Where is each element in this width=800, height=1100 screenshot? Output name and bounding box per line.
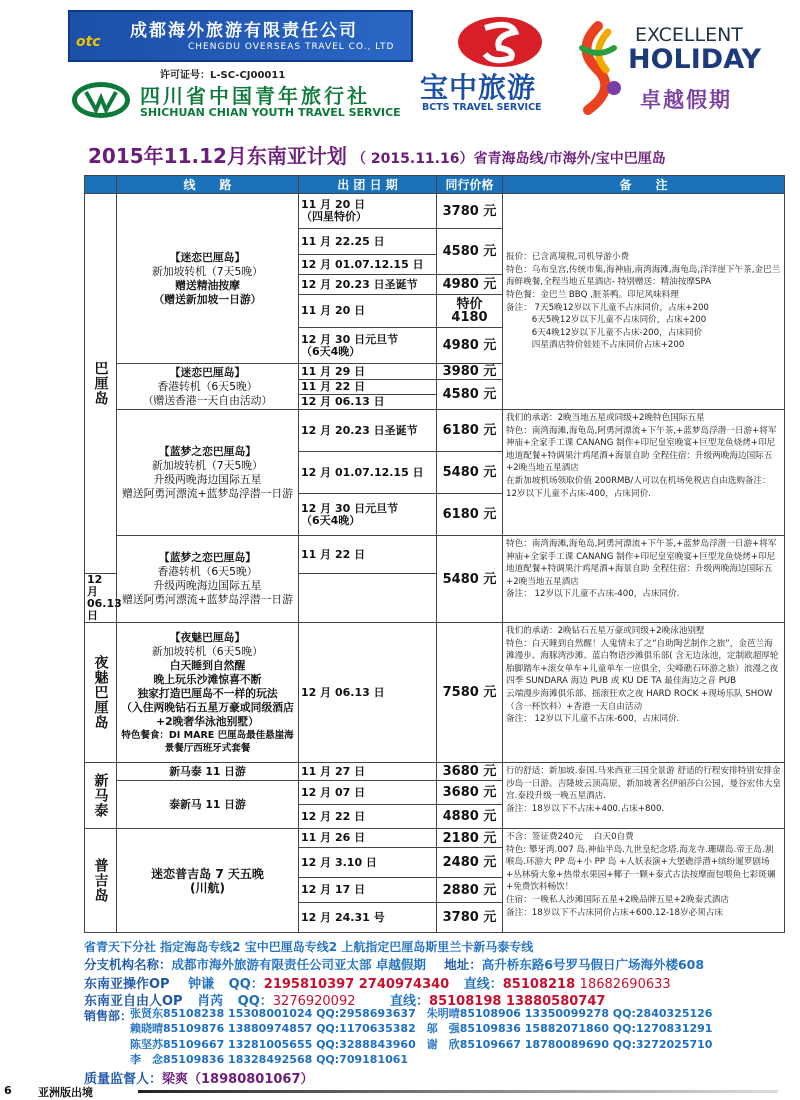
route-blue-dream-sg xyxy=(117,410,299,536)
company-name: 成都市海外旅游有限责任公司亚太部 卓越假期 xyxy=(171,957,426,972)
table-row xyxy=(85,829,785,848)
date-cell: 12 月 06.13 日 xyxy=(299,395,437,410)
route-line: 新加坡转机（7天5晚） xyxy=(152,458,263,472)
note-bali-night xyxy=(503,623,785,763)
route-line: 升级两晚海边国际五星 xyxy=(153,472,262,486)
date-cell: 12 月 3.10 日 xyxy=(299,848,437,878)
quality-label: 质量监督人： xyxy=(84,1072,163,1087)
price-cell: 5480 元 xyxy=(437,536,503,623)
chengdu-overseas-logo-box xyxy=(68,10,413,62)
footer-divider xyxy=(138,1090,778,1093)
date-cell: 12 月 06.13 日 xyxy=(299,623,437,763)
note-text: 我们的承诺：2晚钻石五星万豪或同级+2晚泳池别墅 特色：白天睡到自然醒！人鬼情未了之“自助陶艺制作之旅”，金芭兰海滩漫步、海豚湾沙滩、蓝白物语沙滩俱乐部( 含无边泳池，定制欧超厚轮胎脚踏车+滚女单车+儿童单车一应俱全，尖峰礁石环游之旅）浪漫之夜四季 SUNDARA 海边 PUB 或 KU DE TA 最佳海边之音 PUB 云端漫步海滩俱乐部、摇滚狂欢之夜 HARD ROCK +现场乐队 SHOW（含一杯饮料）+香港一天自由活动 备注： 12岁以下儿童不占床-600，占床同价. xyxy=(506,626,779,725)
fit-label: 东南亚自由人OP xyxy=(84,994,183,1009)
price-cell: 4580 元 xyxy=(437,380,503,410)
note-blue-dream-sg xyxy=(503,410,785,536)
table-row xyxy=(85,763,785,781)
price-cell: 6180 元 xyxy=(437,410,503,452)
cyts-name-cn: 四川省中国青年旅行社 xyxy=(140,84,370,108)
date-cell xyxy=(299,194,437,229)
route-line: 升级两晚海边国际五星 xyxy=(153,579,262,592)
op-qq-label: QQ： xyxy=(228,977,264,992)
title-sub: （ 2015.11.16）省青海岛线/市海外/宝中巴厘岛 xyxy=(352,151,666,167)
holiday-text: HOLIDAY xyxy=(628,44,762,75)
excellent-holiday-logo-icon xyxy=(568,18,630,118)
date-cell: 12 月 17 日 xyxy=(299,878,437,903)
price-cell: 4880 元 xyxy=(437,805,503,829)
route-bali-hk-6d xyxy=(117,364,299,410)
route-gift: 赠送阿勇河漂流+蓝梦岛浮潜一日游 xyxy=(122,593,293,606)
price-cell: 3980 元 xyxy=(437,364,503,380)
date-cell: 11 月 29 日 xyxy=(299,364,437,380)
region-bali-night: 夜魅巴厘岛 xyxy=(85,623,117,763)
baozhong-name-en: BCTS TRAVEL SERVICE xyxy=(422,102,542,113)
header-price: 同行价格 xyxy=(437,176,503,194)
excellent-text: EXCELLENT xyxy=(635,24,743,46)
itinerary-table xyxy=(84,175,785,933)
date-cell: 12 月 20.23 日圣诞节 xyxy=(299,410,437,452)
note-text: 不含：签证费240元 白天0自费 特色: 攀牙湾.007 岛.神仙半岛.九世皇纪念塔.海龙寺.珊瑚岛.帝王岛.割喉岛.环游大 PP 岛+小 PP 岛 +人妖表演+大堡礁浮潜+缤纷暹罗剧场 +丛林骑大象+热带水果园+椰子一颗+泰式古法按摩面包喂鱼七彩斑斓+免费饮料畅饮！ 住宿：一晚私人沙滩国际五星+2晚品牌五星+2晚泰式酒店 备注：18岁以下不占床同价占床+600.12-18岁必须占床 xyxy=(506,832,776,918)
date-text: 12 月 30 日元旦节 （6天4晚） xyxy=(301,332,399,358)
price-cell: 2180 元 xyxy=(437,829,503,848)
table-row xyxy=(85,536,785,574)
table-row xyxy=(85,410,785,452)
date-cell: 12 月 07 日 xyxy=(299,781,437,805)
route-bali-night xyxy=(117,623,299,763)
fit-tel: 85108198 13880580747 xyxy=(429,994,606,1009)
note-phuket xyxy=(503,829,785,933)
header xyxy=(0,0,800,135)
date-cell: 11 月 22.25 日 xyxy=(299,229,437,255)
price-cell: 4580 元 xyxy=(437,229,503,275)
section-title: 亚洲版出境 xyxy=(38,1086,93,1099)
fit-qq-label: QQ： xyxy=(237,994,273,1009)
route-meal: 特色餐食：DI MARE 巴厘岛最佳悬崖海景餐厅西班牙式套餐 xyxy=(121,729,294,754)
price-cell: 7580 元 xyxy=(437,623,503,763)
price-cell: 4980 元 xyxy=(437,328,503,364)
date-cell: 11 月 26 日 xyxy=(299,829,437,848)
note-text: 我们的承诺：2晚当地五星或同级+2晚特色国际五星 特色：南湾海滩,海龟岛,阿勇河漂流+下午茶,+蓝梦岛浮潜一日游+将军神庙+全家手工课 CANANG 制作+印尼皇室晚宴+巨型龙鱼烧烤+印尼地道配餐+特调果汁鸡尾酒+海景自助 全程住宿：升级两晚海边国际五+2晚当地五星酒店 在新加坡机场领取价值 200RMB/人可以在机场免税店自由选购备注： 12岁以下儿童不占床-400，占床同价. xyxy=(506,413,777,499)
date-cell xyxy=(299,328,437,364)
note-text: 行的舒适：新加坡.泰国.马来西亚三国全景游 舒适的行程安排特别安排金沙岛一日游。吉隆坡云顶高原，新加坡著名伊丽莎白公园，曼谷宏伟大皇宫.泰段升级一晚五星酒店. 备注：18岁以下不占床+400.占床+800. xyxy=(506,766,782,814)
route-title: 【迷恋巴厘岛】 xyxy=(169,250,246,264)
route-tsm: 泰新马 11 日游 xyxy=(117,781,299,829)
op-name: 钟谦 xyxy=(188,977,215,992)
price-cell: 3780 元 xyxy=(437,194,503,229)
company-label: 分支机构名称： xyxy=(84,957,172,972)
route-highlight: 独家打造巴厘岛不一样的玩法 xyxy=(137,686,278,700)
price-cell: 4980 元 xyxy=(437,275,503,295)
header-note: 备 注 xyxy=(503,176,785,194)
baozhong-name-cn: 宝中旅游 xyxy=(420,71,537,104)
address-label: 地址： xyxy=(444,957,482,972)
sales-row: 赖晓晴85109876 13880974857 QQ:1170635382 邬 强85109836 15882071860 QQ:1270831291 xyxy=(130,1022,713,1036)
date-text: 11 月 20 日 （四星特价） xyxy=(301,198,367,223)
date-cell: 12 月 01.07.12.15 日 xyxy=(299,255,437,275)
table-row xyxy=(85,194,785,229)
header-route: 线 路 xyxy=(117,176,299,194)
fit-name: 肖芮 xyxy=(197,994,224,1009)
region-sxt: 新马泰 xyxy=(85,763,117,829)
price-cell xyxy=(437,295,503,328)
header-date: 出 团 日 期 xyxy=(299,176,437,194)
route-highlight: 白天睡到自然醒 xyxy=(169,658,246,672)
date-cell xyxy=(299,494,437,536)
date-cell: 11 月 22 日 xyxy=(299,536,437,574)
date-cell: 11 月 22 日 xyxy=(299,380,437,395)
sales-label: 销售部： xyxy=(84,1009,133,1023)
op-mobile: 18682690633 xyxy=(579,977,671,992)
date-text: 12 月 30 日元旦节 （6天4晚） xyxy=(301,501,399,527)
date-cell: 11 月 27 日 xyxy=(299,763,437,781)
baozhong-logo-icon xyxy=(455,14,545,70)
price-cell: 5480 元 xyxy=(437,452,503,494)
route-gift: 赠送阿勇河漂流+蓝梦岛浮潜一日游 xyxy=(122,486,293,500)
fit-tel-label: 直线： xyxy=(390,994,430,1009)
date-cell: 12 月 06.13 日 xyxy=(85,574,117,623)
page-title xyxy=(88,140,778,169)
region-bali: 巴厘岛 xyxy=(85,194,117,574)
date-cell: 12 月 22 日 xyxy=(299,805,437,829)
date-cell: 11 月 20 日 xyxy=(299,295,437,328)
fit-qq: 3276920092 xyxy=(272,994,356,1009)
route-line: 香港转机（6天5晚） xyxy=(157,379,258,393)
route-line: 新加坡转机（7天5晚） xyxy=(152,264,263,278)
license-number: 许可证号：L-SC-CJ00011 xyxy=(160,70,286,81)
price-cell: 6180 元 xyxy=(437,494,503,536)
route-blue-dream-hk xyxy=(117,536,299,623)
chengdu-name-en: CHENGDU OVERSEAS TRAVEL CO., LTD xyxy=(188,42,395,52)
sales-row: 张贤东85108238 15308001024 QQ:2958693637 朱明晴85108906 13350099278 QQ:2840325126 xyxy=(130,1007,713,1020)
route-highlight: （入住两晚钻石五星万豪或同级酒店+2晚奢华泳池别墅） xyxy=(121,700,294,728)
sales-row: 陈坚苏85109667 13281005655 QQ:3288843960 谢 欣85109667 18780089690 QQ:3272025710 xyxy=(130,1037,713,1051)
page-number: 6 xyxy=(4,1084,12,1097)
sales-row: 李 念85109836 18328492568 QQ:709181061 xyxy=(130,1053,409,1067)
sales-staff-list xyxy=(130,1006,790,1068)
chengdu-logo-mark: otc xyxy=(76,34,101,50)
quality-contact: 梁爽（18980801067） xyxy=(162,1072,314,1087)
excellent-holiday-cn: 卓越假期 xyxy=(640,88,732,112)
note-blue-dream-hk xyxy=(503,536,785,623)
route-title: 【蓝梦之恋巴厘岛】 xyxy=(158,444,257,458)
note-sxt xyxy=(503,763,785,829)
branches-line: 省青天下分社 指定海岛专线2 宝中巴厘岛专线2 上航指定巴厘岛斯里兰卡新马泰专线 xyxy=(84,940,534,954)
op-label: 东南亚操作OP xyxy=(84,977,170,992)
route-line: 香港转机（6天5晚） xyxy=(157,565,258,578)
price-cell: 3780 元 xyxy=(437,903,503,933)
price-cell: 2480 元 xyxy=(437,848,503,878)
route-sxt: 新马泰 11 日游 xyxy=(117,763,299,781)
route-gift: 赠送精油按摩 xyxy=(175,278,240,292)
cyts-name-en: SHICHUAN CHIAN YOUTH TRAVEL SERVICE xyxy=(140,106,401,119)
op-tel-label: 直线： xyxy=(463,977,503,992)
title-main: 2015年11.12月东南亚计划 xyxy=(88,144,347,168)
page-footer-bar xyxy=(0,1084,800,1100)
route-title: 【迷恋巴厘岛】 xyxy=(169,365,246,379)
route-gift: （赠送香港一天自由活动） xyxy=(142,393,273,407)
cyts-logo-icon xyxy=(70,80,132,120)
route-bali-sg-7d xyxy=(117,194,299,364)
note-bali-classic xyxy=(503,194,785,410)
price-cell: 3680 元 xyxy=(437,781,503,805)
route-title: 【夜魅巴厘岛】 xyxy=(169,630,246,644)
table-row xyxy=(85,623,785,763)
op-tel: 85108218 xyxy=(502,977,576,992)
price-cell: 2880 元 xyxy=(437,878,503,903)
note-text: 报价：已含离境税,司机导游小费 特色：乌布皇宫,传统市集,海神庙,南湾海滩,海龟岛,洋洋崖下午茶,金巴兰海鲜晚餐,全程当地五星酒店- 特别赠送：精油按摩SPA 特色餐：金巴兰 BBQ ,脏茶鸭。印尼风味料理 备注： 7天5晚12岁以下儿童不占床同价，占床+200 6天5晚12岁以下儿童不占床同价，占床+200 6天4晚12岁以下儿童不占床-200，占床同价 四星酒店特价娃娃不占床同价占床+200 xyxy=(506,252,781,351)
price-text: 特价 4180 xyxy=(451,297,488,325)
date-cell: 12 月 24.31 号 xyxy=(299,903,437,933)
route-phuket xyxy=(117,829,299,933)
date-cell: 12 月 20.23 日圣诞节 xyxy=(299,275,437,295)
chengdu-name-cn: 成都海外旅游有限责任公司 xyxy=(130,21,358,41)
route-airline: (川航) xyxy=(190,880,225,895)
region-phuket: 普吉岛 xyxy=(85,829,117,933)
route-title: 迷恋普吉岛 7 天五晚 xyxy=(151,866,264,881)
date-cell: 12 月 01.07.12.15 日 xyxy=(299,452,437,494)
route-title: 【蓝梦之恋巴厘岛】 xyxy=(158,551,257,564)
price-cell: 3680 元 xyxy=(437,763,503,781)
note-text: 特色：南湾海滩,海龟岛,阿勇河漂流+下午茶,+蓝梦岛浮潜一日游+将军神庙+全家手工课 CANANG 制作+印尼皇室晚宴+巨型龙鱼烧烤+印尼地道配餐+特调果汁鸡尾酒+海景自助 全程住宿：升级两晚海边国际五+2晚当地五星酒店 备注： 12岁以下儿童不占床-400，占床同价. xyxy=(506,539,777,600)
address-text: 高升桥东路6号罗马假日广场海外楼608 xyxy=(481,957,705,972)
route-highlight: 晚上玩乐沙滩惊喜不断 xyxy=(153,672,262,686)
header-region xyxy=(85,176,117,194)
route-line: 新加坡转机（6天5晚） xyxy=(152,644,263,658)
table-header-row xyxy=(85,176,785,194)
company-line xyxy=(84,955,794,973)
route-gift: （赠送新加坡一日游） xyxy=(153,292,262,306)
op-qq: 2195810397 2740974340 xyxy=(263,977,450,992)
